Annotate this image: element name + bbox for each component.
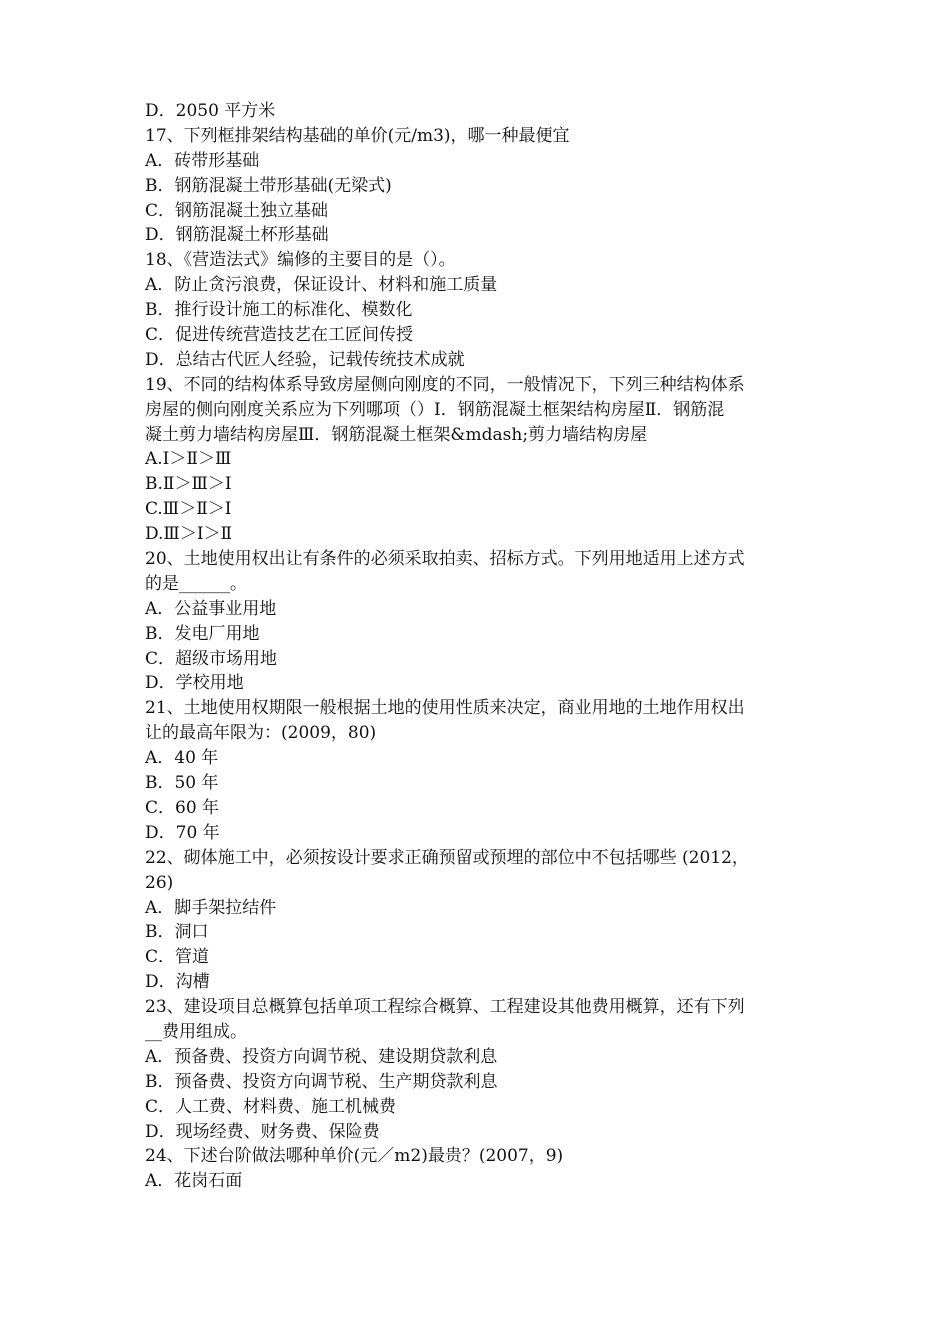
option-line: A．防止贪污浪费，保证设计、材料和施工质量 bbox=[145, 275, 498, 296]
question-18: 18、《营造法式》编修的主要目的是（）。 bbox=[145, 250, 456, 271]
question-19: 19、不同的结构体系导致房屋侧向刚度的不同，一般情况下，下列三种结构体系 bbox=[145, 374, 745, 395]
option-line: B．钢筋混凝土带形基础(无梁式) bbox=[145, 175, 392, 196]
option-line: D．学校用地 bbox=[145, 673, 244, 694]
option-line: B．50 年 bbox=[145, 773, 219, 794]
option-line: A．砖带形基础 bbox=[145, 150, 260, 171]
option-line: D.Ⅲ＞Ⅰ＞Ⅱ bbox=[145, 524, 233, 545]
question-23: 23、建设项目总概算包括单项工程综合概算、工程建设其他费用概算，还有下列 bbox=[145, 997, 745, 1018]
document-page bbox=[145, 99, 815, 1194]
option-line: B.Ⅱ＞Ⅲ＞Ⅰ bbox=[145, 474, 232, 495]
option-line: B．发电厂用地 bbox=[145, 623, 260, 644]
option-line: C．超级市场用地 bbox=[145, 648, 278, 669]
option-line: C．促进传统营造技艺在工匠间传授 bbox=[145, 325, 414, 346]
question-23-cont: __费用组成。 bbox=[145, 1021, 247, 1042]
option-line: A．花岗石面 bbox=[145, 1171, 243, 1192]
option-line: D．沟槽 bbox=[145, 972, 210, 993]
option-line: A．脚手架拉结件 bbox=[145, 897, 277, 918]
option-line: B．推行设计施工的标准化、模数化 bbox=[145, 300, 413, 321]
option-line: C．钢筋混凝土独立基础 bbox=[145, 200, 329, 221]
option-line: C.Ⅲ＞Ⅱ＞Ⅰ bbox=[145, 499, 232, 520]
question-24: 24、下述台阶做法哪种单价(元／m2)最贵？(2007，9) bbox=[145, 1146, 564, 1167]
question-21-cont: 让的最高年限为：(2009，80) bbox=[145, 723, 377, 744]
question-21: 21、土地使用权期限一般根据土地的使用性质来决定，商业用地的土地作用权出 bbox=[145, 698, 745, 719]
question-19-cont: 凝土剪力墙结构房屋Ⅲ．钢筋混凝土框架&mdash;剪力墙结构房屋 bbox=[145, 424, 648, 445]
question-19-cont: 房屋的侧向刚度关系应为下列哪项（）Ⅰ．钢筋混凝土框架结构房屋Ⅱ．钢筋混 bbox=[145, 399, 725, 420]
option-line: B．预备费、投资方向调节税、生产期贷款利息 bbox=[145, 1071, 498, 1092]
option-line: D．70 年 bbox=[145, 822, 220, 843]
question-20-cont: 的是______。 bbox=[145, 573, 247, 594]
option-line: A．预备费、投资方向调节税、建设期贷款利息 bbox=[145, 1046, 498, 1067]
question-22: 22、砌体施工中，必须按设计要求正确预留或预埋的部位中不包括哪些 (2012， bbox=[145, 847, 749, 868]
question-22-cont: 26) bbox=[145, 872, 174, 893]
option-line: C．管道 bbox=[145, 947, 210, 968]
option-line: A．40 年 bbox=[145, 748, 219, 769]
question-17: 17、下列框排架结构基础的单价(元/m3)，哪一种最便宜 bbox=[145, 125, 570, 146]
option-line: B．洞口 bbox=[145, 922, 209, 943]
option-line: D．总结古代匠人经验，记载传统技术成就 bbox=[145, 349, 465, 370]
option-line: A．公益事业用地 bbox=[145, 598, 277, 619]
text-line: D．2050 平方米 bbox=[145, 101, 276, 121]
option-line: D．钢筋混凝土杯形基础 bbox=[145, 225, 329, 246]
option-line: A.Ⅰ＞Ⅱ＞Ⅲ bbox=[145, 449, 232, 470]
option-line: D．现场经费、财务费、保险费 bbox=[145, 1121, 380, 1142]
option-line: C．人工费、材料费、施工机械费 bbox=[145, 1096, 397, 1117]
question-20: 20、土地使用权出让有条件的必须采取拍卖、招标方式。下列用地适用上述方式 bbox=[145, 549, 745, 570]
option-line: C．60 年 bbox=[145, 797, 220, 818]
